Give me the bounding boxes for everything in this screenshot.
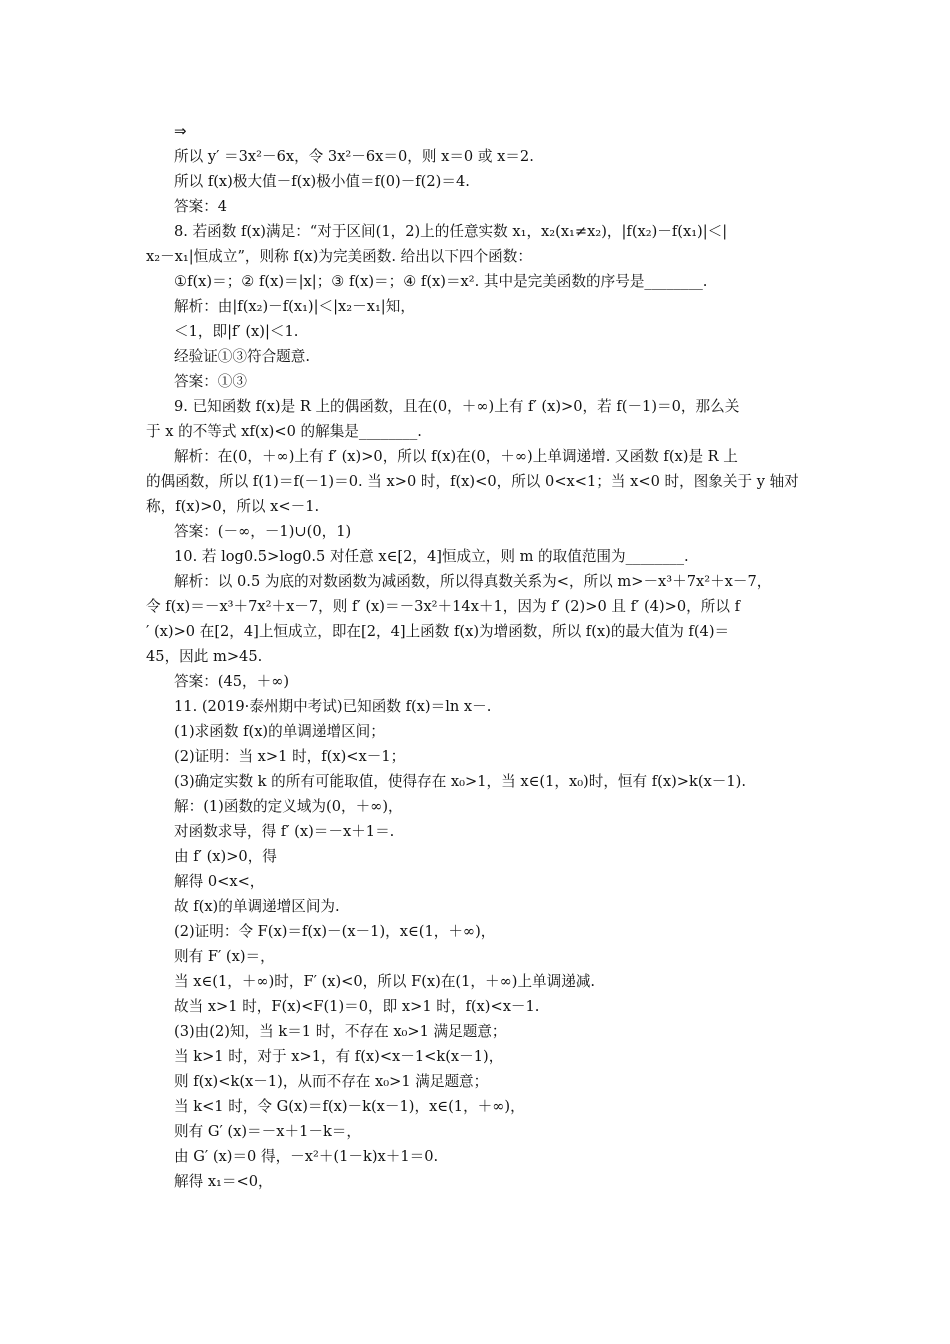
text-line: ＜1，即|f′ (x)|＜1. [174,323,299,340]
text-line: 于 x 的不等式 xf(x)<0 的解集是________. [146,423,422,440]
text-line: 则 f(x)<k(x－1)，从而不存在 x₀>1 满足题意； [174,1073,489,1090]
text-line: 称，f(x)>0，所以 x<－1. [146,498,320,515]
text-line: ′ (x)>0 在[2，4]上恒成立，即在[2，4]上函数 f(x)为增函数，所以 f(x)的最大值为 f(4)＝ [146,623,730,640]
text-line: 解得 0<x<， [174,873,265,890]
text-line: 解析：在(0，＋∞)上有 f′ (x)>0，所以 f(x)在(0，＋∞)上单调递增. 又函数 f(x)是 R 上 [174,448,738,465]
text-line: (1)求函数 f(x)的单调递增区间； [174,723,385,740]
text-line: 故当 x>1 时，F(x)<F(1)＝0，即 x>1 时，f(x)<x－1. [174,998,540,1015]
text-line: ①f(x)＝；② f(x)＝|x|；③ f(x)＝；④ f(x)＝x². 其中是完美函数的序号是________. [174,273,708,290]
text-line: 答案：(45，＋∞) [174,673,290,690]
text-line: (3)确定实数 k 的所有可能取值，使得存在 x₀>1，当 x∈(1，x₀)时，恒有 f(x)>k(x－1). [174,773,746,790]
text-line: 令 f(x)＝－x³＋7x²＋x－7，则 f′ (x)＝－3x²＋14x＋1，因为 f′ (2)>0 且 f′ (4)>0，所以 f [146,598,740,615]
text-line: 经验证①③符合题意. [174,348,310,365]
text-line: 所以 f(x)极大值－f(x)极小值＝f(0)－f(2)＝4. [174,173,470,190]
text-line: 答案：4 [174,198,228,215]
text-line: 当 k<1 时，令 G(x)＝f(x)－k(x－1)，x∈(1，＋∞)， [174,1098,525,1115]
text-line: 答案：①③ [174,373,247,390]
text-line: 9. 已知函数 f(x)是 R 上的偶函数，且在(0，＋∞)上有 f′ (x)>0，若 f(－1)＝0，那么关 [174,398,740,415]
text-line: 解得 x₁＝<0， [174,1173,273,1190]
text-line: 由 G′ (x)＝0 得，－x²＋(1－k)x＋1＝0. [174,1148,439,1165]
text-line: 45，因此 m>45. [146,648,263,665]
text-line: (3)由(2)知，当 k＝1 时，不存在 x₀>1 满足题意； [174,1023,507,1040]
text-line: 当 k>1 时，对于 x>1，有 f(x)<x－1<k(x－1)， [174,1048,504,1065]
text-line: ⇒ [174,122,187,140]
text-line: 由 f′ (x)>0，得 [174,848,277,865]
text-line: 故 f(x)的单调递增区间为. [174,898,340,915]
document-body [146,119,810,1194]
text-line: (2)证明：令 F(x)＝f(x)－(x－1)，x∈(1，＋∞)， [174,923,496,940]
text-line: (2)证明：当 x>1 时，f(x)<x－1； [174,748,406,765]
text-line: 解析：由|f(x₂)－f(x₁)|＜|x₂－x₁|知， [174,298,415,315]
text-line: 11. (2019·泰州期中考试)已知函数 f(x)＝ln x－. [174,698,492,715]
text-line: 则有 G′ (x)＝－x＋1－k＝， [174,1123,361,1140]
text-line: 当 x∈(1，＋∞)时，F′ (x)<0，所以 F(x)在(1，＋∞)上单调递减. [174,973,596,990]
text-line: 答案：(－∞，－1)∪(0，1) [174,523,352,540]
text-line: 所以 y′ ＝3x²－6x，令 3x²－6x＝0，则 x＝0 或 x＝2. [174,148,534,165]
text-line: 对函数求导，得 f′ (x)＝－x＋1＝. [174,823,395,840]
text-line: x₂－x₁|恒成立”，则称 f(x)为完美函数. 给出以下四个函数： [146,248,532,265]
text-line: 解：(1)函数的定义域为(0，＋∞)， [174,798,403,815]
text-line: 解析：以 0.5 为底的对数函数为减函数，所以得真数关系为<，所以 m>－x³＋7x²＋x－7， [174,573,772,590]
text-line: 8. 若函数 f(x)满足：“对于区间(1，2)上的任意实数 x₁，x₂(x₁≠x₂)，|f(x₂)－f(x₁)|＜| [174,223,728,240]
text-line: 的偶函数，所以 f(1)＝f(－1)＝0. 当 x>0 时，f(x)<0，所以 0<x<1；当 x<0 时，图象关于 y 轴对 [146,473,799,490]
text-line: 10. 若 log0.5>log0.5 对任意 x∈[2，4]恒成立，则 m 的取值范围为________. [174,548,689,565]
text-line: 则有 F′ (x)＝， [174,948,275,965]
